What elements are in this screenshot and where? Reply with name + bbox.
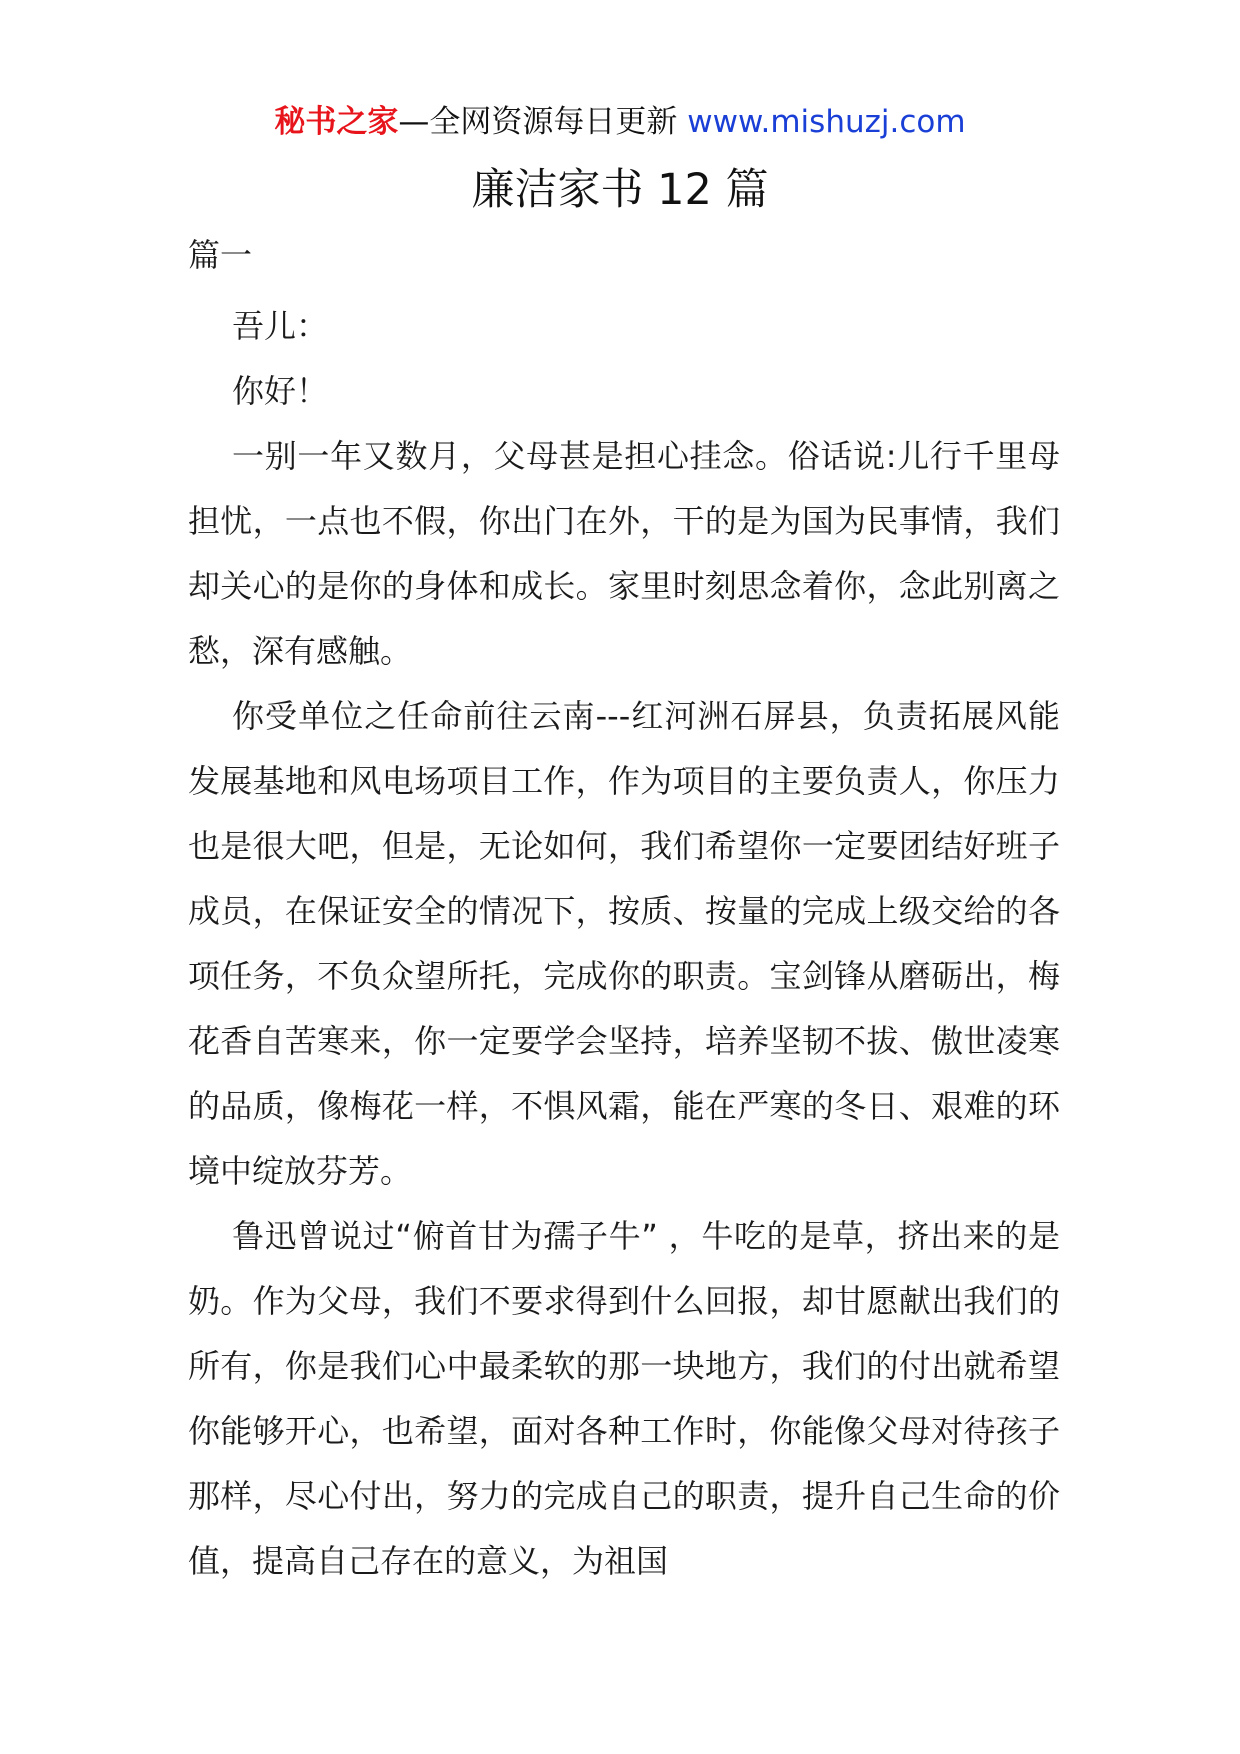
paragraph: 你受单位之任命前往云南---红河洲石屏县，负责拓展风能发展基地和风电场项目工作，作为项目的主要负责人，你压力也是很大吧，但是，无论如何，我们希望你一定要团结好班子成员，在保证安全的情况下，按质、按量的完成上级交给的各项任务，不负众望所托，完成你的职责。宝剑锋从磨砺出，梅花香自苦寒来，你一定要学会坚持，培养坚韧不拔、傲世凌寒的品质，像梅花一样，不惧风霜，能在严寒的冬日、艰难的环境中绽放芬芳。 <box>188 697 1060 1190</box>
site-header <box>0 100 1240 144</box>
header-tagline: —全网资源每日更新 <box>398 104 678 140</box>
paragraph: 鲁迅曾说过“俯首甘为孺子牛” ，牛吃的是草，挤出来的是奶。作为父母，我们不要求得到什么回报，却甘愿献出我们的所有，你是我们心中最柔软的那一块地方，我们的付出就希望你能够开心，也希望，面对各种工作时，你能像父母对待孩子那样，尽心付出，努力的完成自己的职责，提升自己生命的价值，提高自己存在的意义，为祖国 <box>188 1217 1060 1580</box>
paragraph-greeting: 吾儿： <box>232 307 329 345</box>
letter-body <box>188 294 1060 1594</box>
brand-name: 秘书之家 <box>274 104 399 140</box>
paragraph-salutation: 你好！ <box>232 372 329 410</box>
paragraph: 一别一年又数月，父母甚是担心挂念。俗话说:儿行千里母担忧，一点也不假，你出门在外，干的是为国为民事情，我们却关心的是你的身体和成长。家里时刻思念着你，念此别离之愁，深有感触。 <box>188 437 1060 670</box>
section-heading: 篇一 <box>188 236 253 274</box>
site-url-link[interactable]: www.mishuzj.com <box>687 104 966 140</box>
document-title: 廉洁家书 12 篇 <box>471 165 769 215</box>
